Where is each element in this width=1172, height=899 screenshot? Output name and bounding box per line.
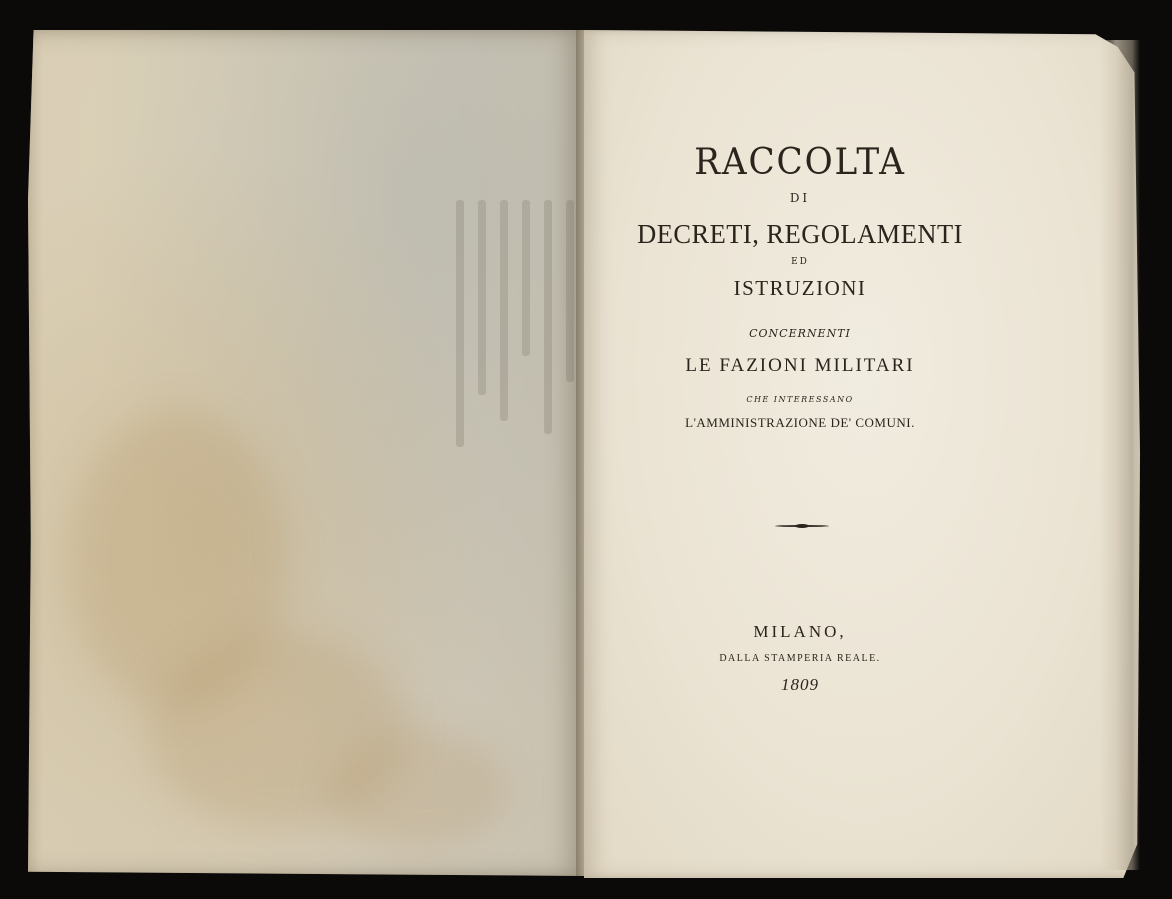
book-subtitle: DECRETI, REGOLAMENTI bbox=[637, 219, 963, 249]
imprint-place: MILANO, bbox=[753, 622, 847, 641]
imprint-publisher: DALLA STAMPERIA REALE. bbox=[719, 653, 881, 664]
book-topic: LE FAZIONI MILITARI bbox=[685, 355, 915, 376]
imprint-year: 1809 bbox=[781, 675, 819, 694]
connector-di: DI bbox=[789, 191, 811, 205]
foxing-stain bbox=[328, 730, 508, 850]
book-topic-administration: L'AMMINISTRAZIONE DE' COMUNI. bbox=[685, 415, 915, 430]
connector-concernenti: CONCERNENTI bbox=[749, 327, 851, 340]
book-subtitle-istruzioni: ISTRUZIONI bbox=[733, 276, 867, 300]
bleed-through-text bbox=[288, 200, 588, 460]
ornamental-rule bbox=[775, 525, 829, 527]
left-blank-page bbox=[28, 30, 584, 876]
connector-ed: ED bbox=[791, 257, 809, 267]
connector-che-interessano: CHE INTERESSANO bbox=[746, 395, 854, 404]
page-edge bbox=[1100, 40, 1140, 870]
book-title: RACCOLTA bbox=[694, 142, 906, 183]
